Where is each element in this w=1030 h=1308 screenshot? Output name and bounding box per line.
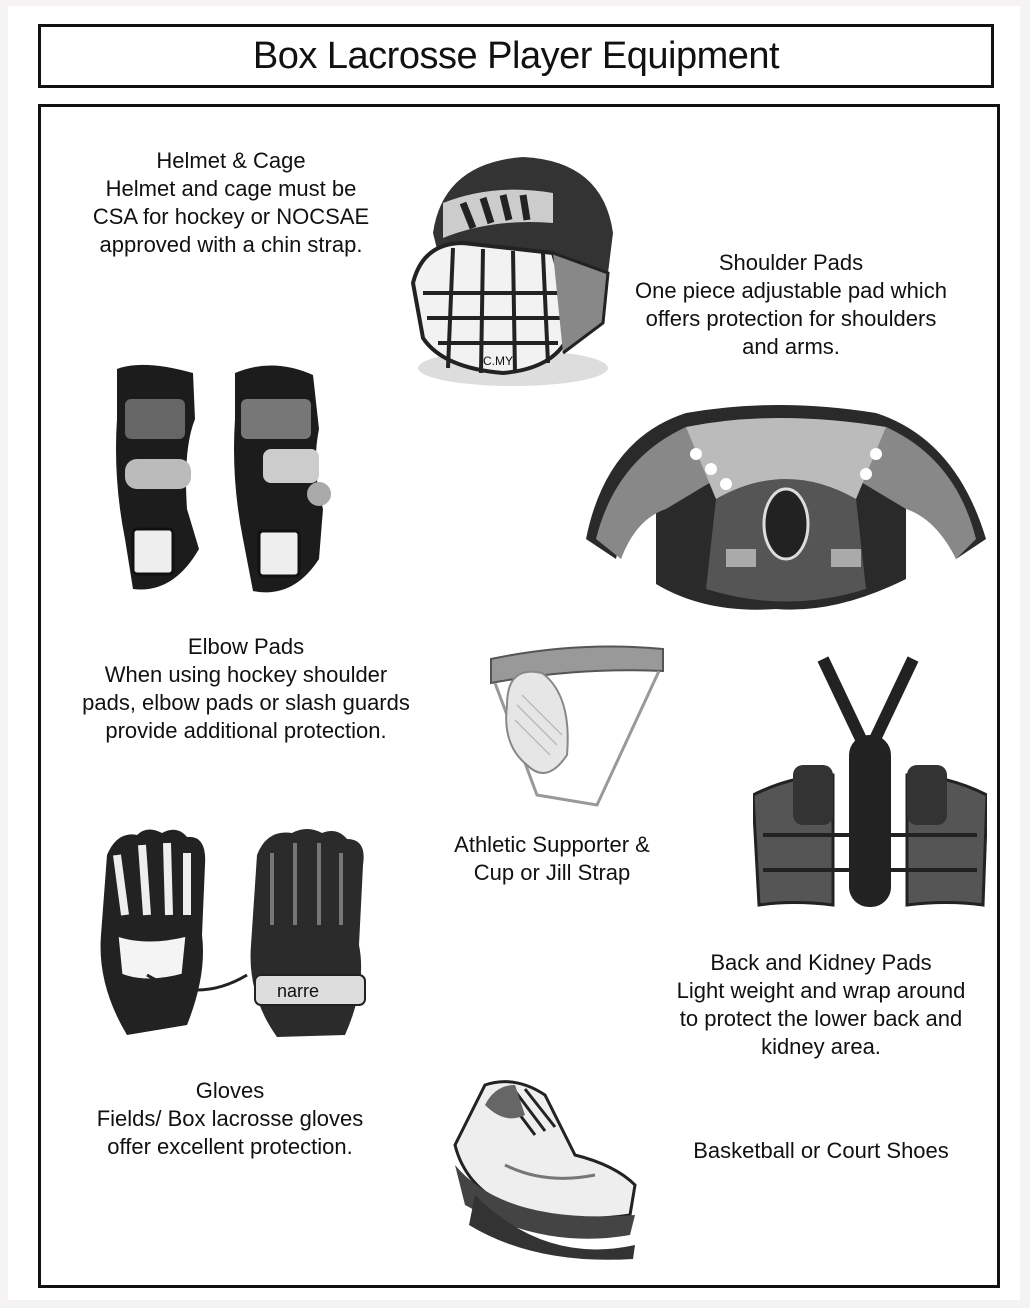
back-kidney-pads-image [753, 655, 987, 917]
court-shoes-caption [671, 1137, 971, 1165]
title-box [38, 24, 994, 88]
helmet-title: Helmet & Cage [156, 148, 306, 173]
gloves-image [87, 825, 377, 1045]
shoulder-pads-title: Shoulder Pads [718, 250, 864, 275]
helmet-description: Helmet and cage must be CSA for hockey or NOCSAE approved with a chin strap. [92, 176, 370, 257]
equipment-sheet [8, 6, 1020, 1300]
helmet-brand-mark: C.MY [483, 354, 513, 368]
helmet-image [403, 143, 623, 393]
elbow-pads-title: Elbow Pads [187, 634, 305, 659]
glove-brand-mark: narre [277, 981, 320, 1001]
elbow-pads-image [103, 359, 343, 604]
athletic-supporter-image [487, 645, 667, 811]
shoulder-pads-description: One piece adjustable pad which offers protection for shoulders and arms. [635, 278, 947, 359]
elbow-pads-caption [81, 633, 411, 745]
gloves-description: Fields/ Box lacrosse gloves offer excellent protection. [96, 1106, 364, 1159]
back-kidney-pads-description: Light weight and wrap around to protect the lower back and kidney area. [676, 978, 966, 1059]
shoulder-pads-image [576, 399, 996, 611]
court-shoes-title: Basketball or Court Shoes [693, 1138, 949, 1163]
gloves-caption [75, 1077, 385, 1161]
back-kidney-pads-title: Back and Kidney Pads [710, 950, 932, 975]
back-kidney-pads-caption [671, 949, 971, 1061]
elbow-pads-description: When using hockey shoulder pads, elbow pads or slash guards provide additional protection. [82, 662, 410, 743]
gloves-title: Gloves [195, 1078, 265, 1103]
page-title: Box Lacrosse Player Equipment [252, 34, 780, 77]
shoulder-pads-caption [631, 249, 951, 361]
athletic-supporter-title: Athletic Supporter & Cup or Jill Strap [454, 832, 650, 885]
helmet-caption [81, 147, 381, 259]
athletic-supporter-caption [439, 831, 665, 887]
court-shoes-image [445, 1075, 645, 1261]
equipment-panel [38, 104, 1000, 1288]
